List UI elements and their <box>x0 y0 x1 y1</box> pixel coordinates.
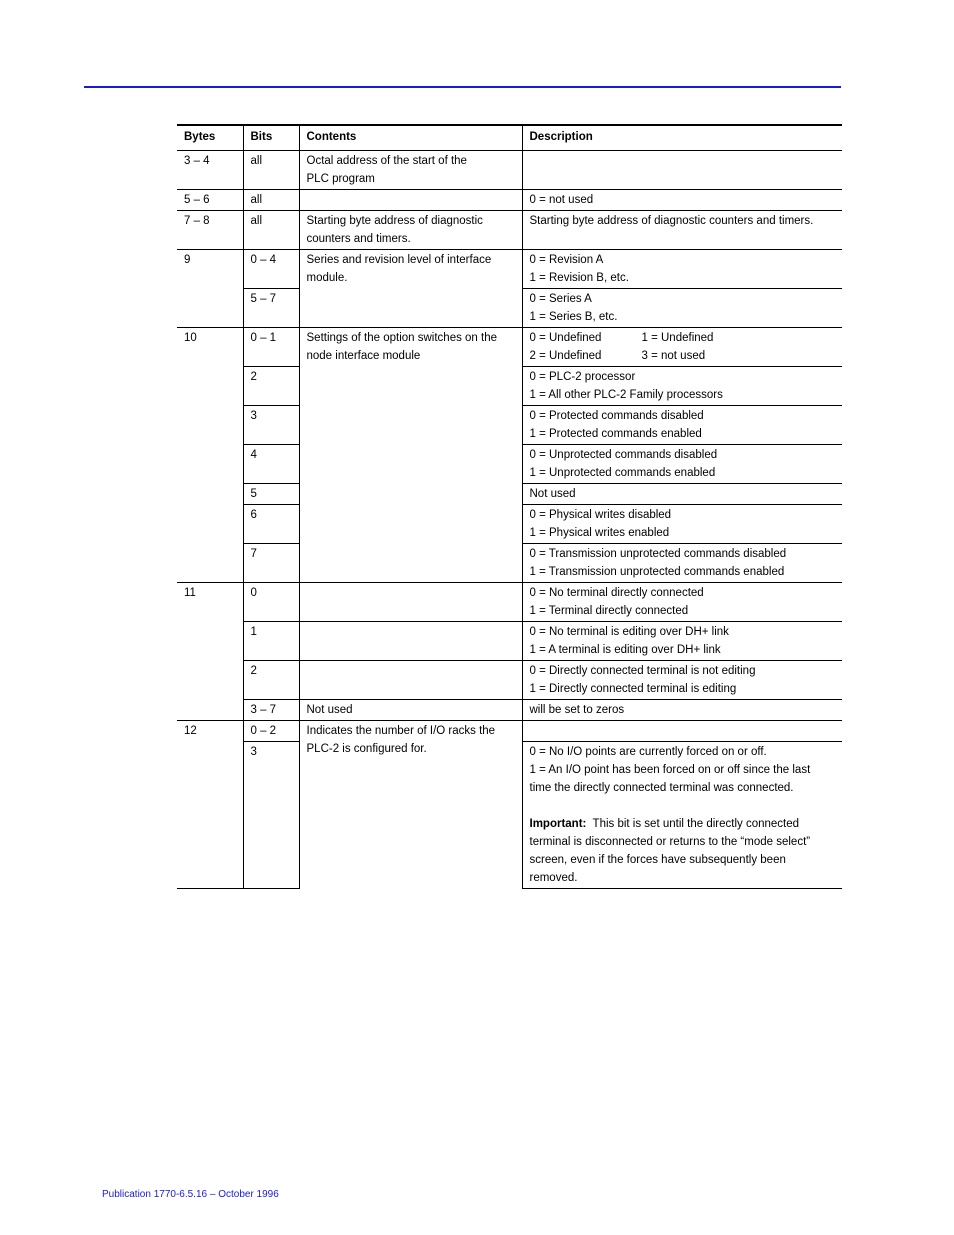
cell-contents <box>299 484 522 505</box>
table-row <box>177 250 842 289</box>
cell-description <box>522 742 842 889</box>
cell-bits: 3 <box>243 742 299 889</box>
cell-bits: 2 <box>243 367 299 406</box>
description-text: 0 = No I/O points are currently forced on or off. 1 = An I/O point has been forced on or off since the last time the directly connected terminal was connected. <box>529 746 811 794</box>
table-header-row <box>177 125 842 151</box>
cell-bytes <box>177 622 243 661</box>
cell-bytes: 5 – 6 <box>177 190 243 211</box>
cell-bits: 0 – 1 <box>243 328 299 367</box>
important-text: This bit is set until the directly connected terminal is disconnected or returns to the “mode select” screen, even if the forces have subsequently been removed. <box>529 818 811 884</box>
contents-text: Series and revision level of interface module. <box>306 254 492 284</box>
cell-bytes: 10 <box>184 332 197 344</box>
cell-bits: 4 <box>243 445 299 484</box>
header-description: Description <box>522 125 842 151</box>
important-label: Important: <box>529 818 587 830</box>
cell-bits: all <box>243 190 299 211</box>
contents-text: Starting byte address of diagnostic counters and timers. <box>306 215 483 245</box>
cell-bits: 0 – 2 <box>243 721 299 742</box>
data-table <box>177 124 842 889</box>
cell-bits: 3 <box>243 406 299 445</box>
cell-description <box>522 151 842 190</box>
cell-bytes <box>177 505 243 544</box>
cell-bytes <box>177 445 243 484</box>
cell-contents <box>299 151 522 190</box>
cell-contents <box>299 544 522 583</box>
cell-contents <box>299 190 522 211</box>
cell-bytes <box>177 484 243 505</box>
contents-text: Octal address of the start of the PLC program <box>306 155 467 185</box>
header-bytes: Bytes <box>177 125 243 151</box>
description-text: 0 = Physical writes disabled 1 = Physical writes enabled <box>529 509 672 539</box>
cell-description <box>522 700 842 721</box>
table-row <box>177 367 842 406</box>
table-row <box>177 151 842 190</box>
table-row <box>177 505 842 544</box>
cell-contents <box>299 445 522 484</box>
option-value: 2 = Undefined <box>529 350 602 362</box>
cell-bits: 3 – 7 <box>243 700 299 721</box>
description-text: Not used <box>529 488 576 500</box>
table-row <box>177 211 842 250</box>
cell-contents <box>299 367 522 406</box>
description-text: 0 = Unprotected commands disabled 1 = Unprotected commands enabled <box>529 449 718 479</box>
cell-bytes: 9 <box>184 254 191 266</box>
cell-bits: 0 – 4 <box>243 250 299 289</box>
cell-description <box>522 190 842 211</box>
cell-bytes <box>177 661 243 700</box>
description-text: will be set to zeros <box>529 704 625 716</box>
cell-description <box>522 484 842 505</box>
cell-contents <box>299 721 522 889</box>
table-row <box>177 583 842 622</box>
cell-contents <box>299 289 522 328</box>
cell-description <box>522 211 842 250</box>
table-row <box>177 661 842 700</box>
cell-bits: 7 <box>243 544 299 583</box>
cell-description <box>522 583 842 622</box>
description-text: 0 = not used <box>529 194 594 206</box>
publication-footer: Publication 1770-6.5.16 – October 1996 <box>102 1189 279 1200</box>
table-row <box>177 289 842 328</box>
cell-bytes <box>177 289 243 328</box>
cell-bytes <box>177 700 243 721</box>
cell-bytes: 11 <box>184 587 196 599</box>
cell-contents <box>299 328 522 367</box>
cell-bits: all <box>243 151 299 190</box>
cell-description <box>522 661 842 700</box>
cell-contents <box>299 661 522 700</box>
table-row <box>177 445 842 484</box>
header-contents: Contents <box>299 125 522 151</box>
table-row <box>177 700 842 721</box>
cell-bytes: 12 <box>184 725 197 737</box>
table-row <box>177 190 842 211</box>
option-pair <box>530 347 837 365</box>
cell-bits: 6 <box>243 505 299 544</box>
cell-bytes <box>177 367 243 406</box>
cell-description <box>522 406 842 445</box>
description-text: 0 = Transmission unprotected commands disabled 1 = Transmission unprotected commands enabled <box>529 548 787 578</box>
table-row <box>177 544 842 583</box>
description-text: Starting byte address of diagnostic counters and timers. <box>529 215 814 227</box>
cell-description <box>522 289 842 328</box>
cell-bytes: 7 – 8 <box>177 211 243 250</box>
option-value: 3 = not used <box>641 350 706 362</box>
cell-description <box>522 721 842 742</box>
description-text: 0 = Directly connected terminal is not editing 1 = Directly connected terminal is editing <box>529 665 756 695</box>
cell-description <box>522 367 842 406</box>
cell-description <box>522 544 842 583</box>
description-text: 0 = No terminal directly connected 1 = Terminal directly connected <box>529 587 704 617</box>
cell-bits: 0 <box>243 583 299 622</box>
option-pair <box>530 329 837 347</box>
description-text: 0 = Series A 1 = Series B, etc. <box>529 293 618 323</box>
cell-bits: all <box>243 211 299 250</box>
header-bits: Bits <box>243 125 299 151</box>
cell-contents <box>299 622 522 661</box>
description-text: 0 = Revision A 1 = Revision B, etc. <box>529 254 629 284</box>
cell-contents <box>299 505 522 544</box>
cell-bytes: 3 – 4 <box>177 151 243 190</box>
table-row <box>177 328 842 367</box>
description-text: 0 = PLC-2 processor 1 = All other PLC-2 Family processors <box>529 371 723 401</box>
cell-description <box>522 250 842 289</box>
description-text: 0 = No terminal is editing over DH+ link 1 = A terminal is editing over DH+ link <box>529 626 729 656</box>
cell-bytes <box>177 406 243 445</box>
important-note <box>530 815 837 887</box>
table-row <box>177 622 842 661</box>
cell-bytes <box>177 742 243 889</box>
table-row <box>177 484 842 505</box>
contents-text: Settings of the option switches on the node interface module <box>306 332 498 362</box>
option-value: 0 = Undefined <box>529 332 602 344</box>
cell-description <box>522 505 842 544</box>
cell-description <box>522 328 842 367</box>
cell-description <box>522 445 842 484</box>
cell-contents: Not used <box>299 700 522 721</box>
description-text: 0 = Protected commands disabled 1 = Protected commands enabled <box>529 410 704 440</box>
cell-bits: 5 – 7 <box>243 289 299 328</box>
cell-contents <box>299 583 522 622</box>
cell-contents <box>299 211 522 250</box>
cell-bits: 5 <box>243 484 299 505</box>
cell-bits: 1 <box>243 622 299 661</box>
cell-description <box>522 622 842 661</box>
contents-text: Indicates the number of I/O racks the PLC-2 is configured for. <box>306 725 496 755</box>
cell-bits: 2 <box>243 661 299 700</box>
top-rule <box>84 86 841 88</box>
option-value: 1 = Undefined <box>641 332 714 344</box>
table-row <box>177 406 842 445</box>
cell-bytes <box>177 544 243 583</box>
cell-contents <box>299 406 522 445</box>
cell-contents <box>299 250 522 289</box>
table-row <box>177 721 842 742</box>
